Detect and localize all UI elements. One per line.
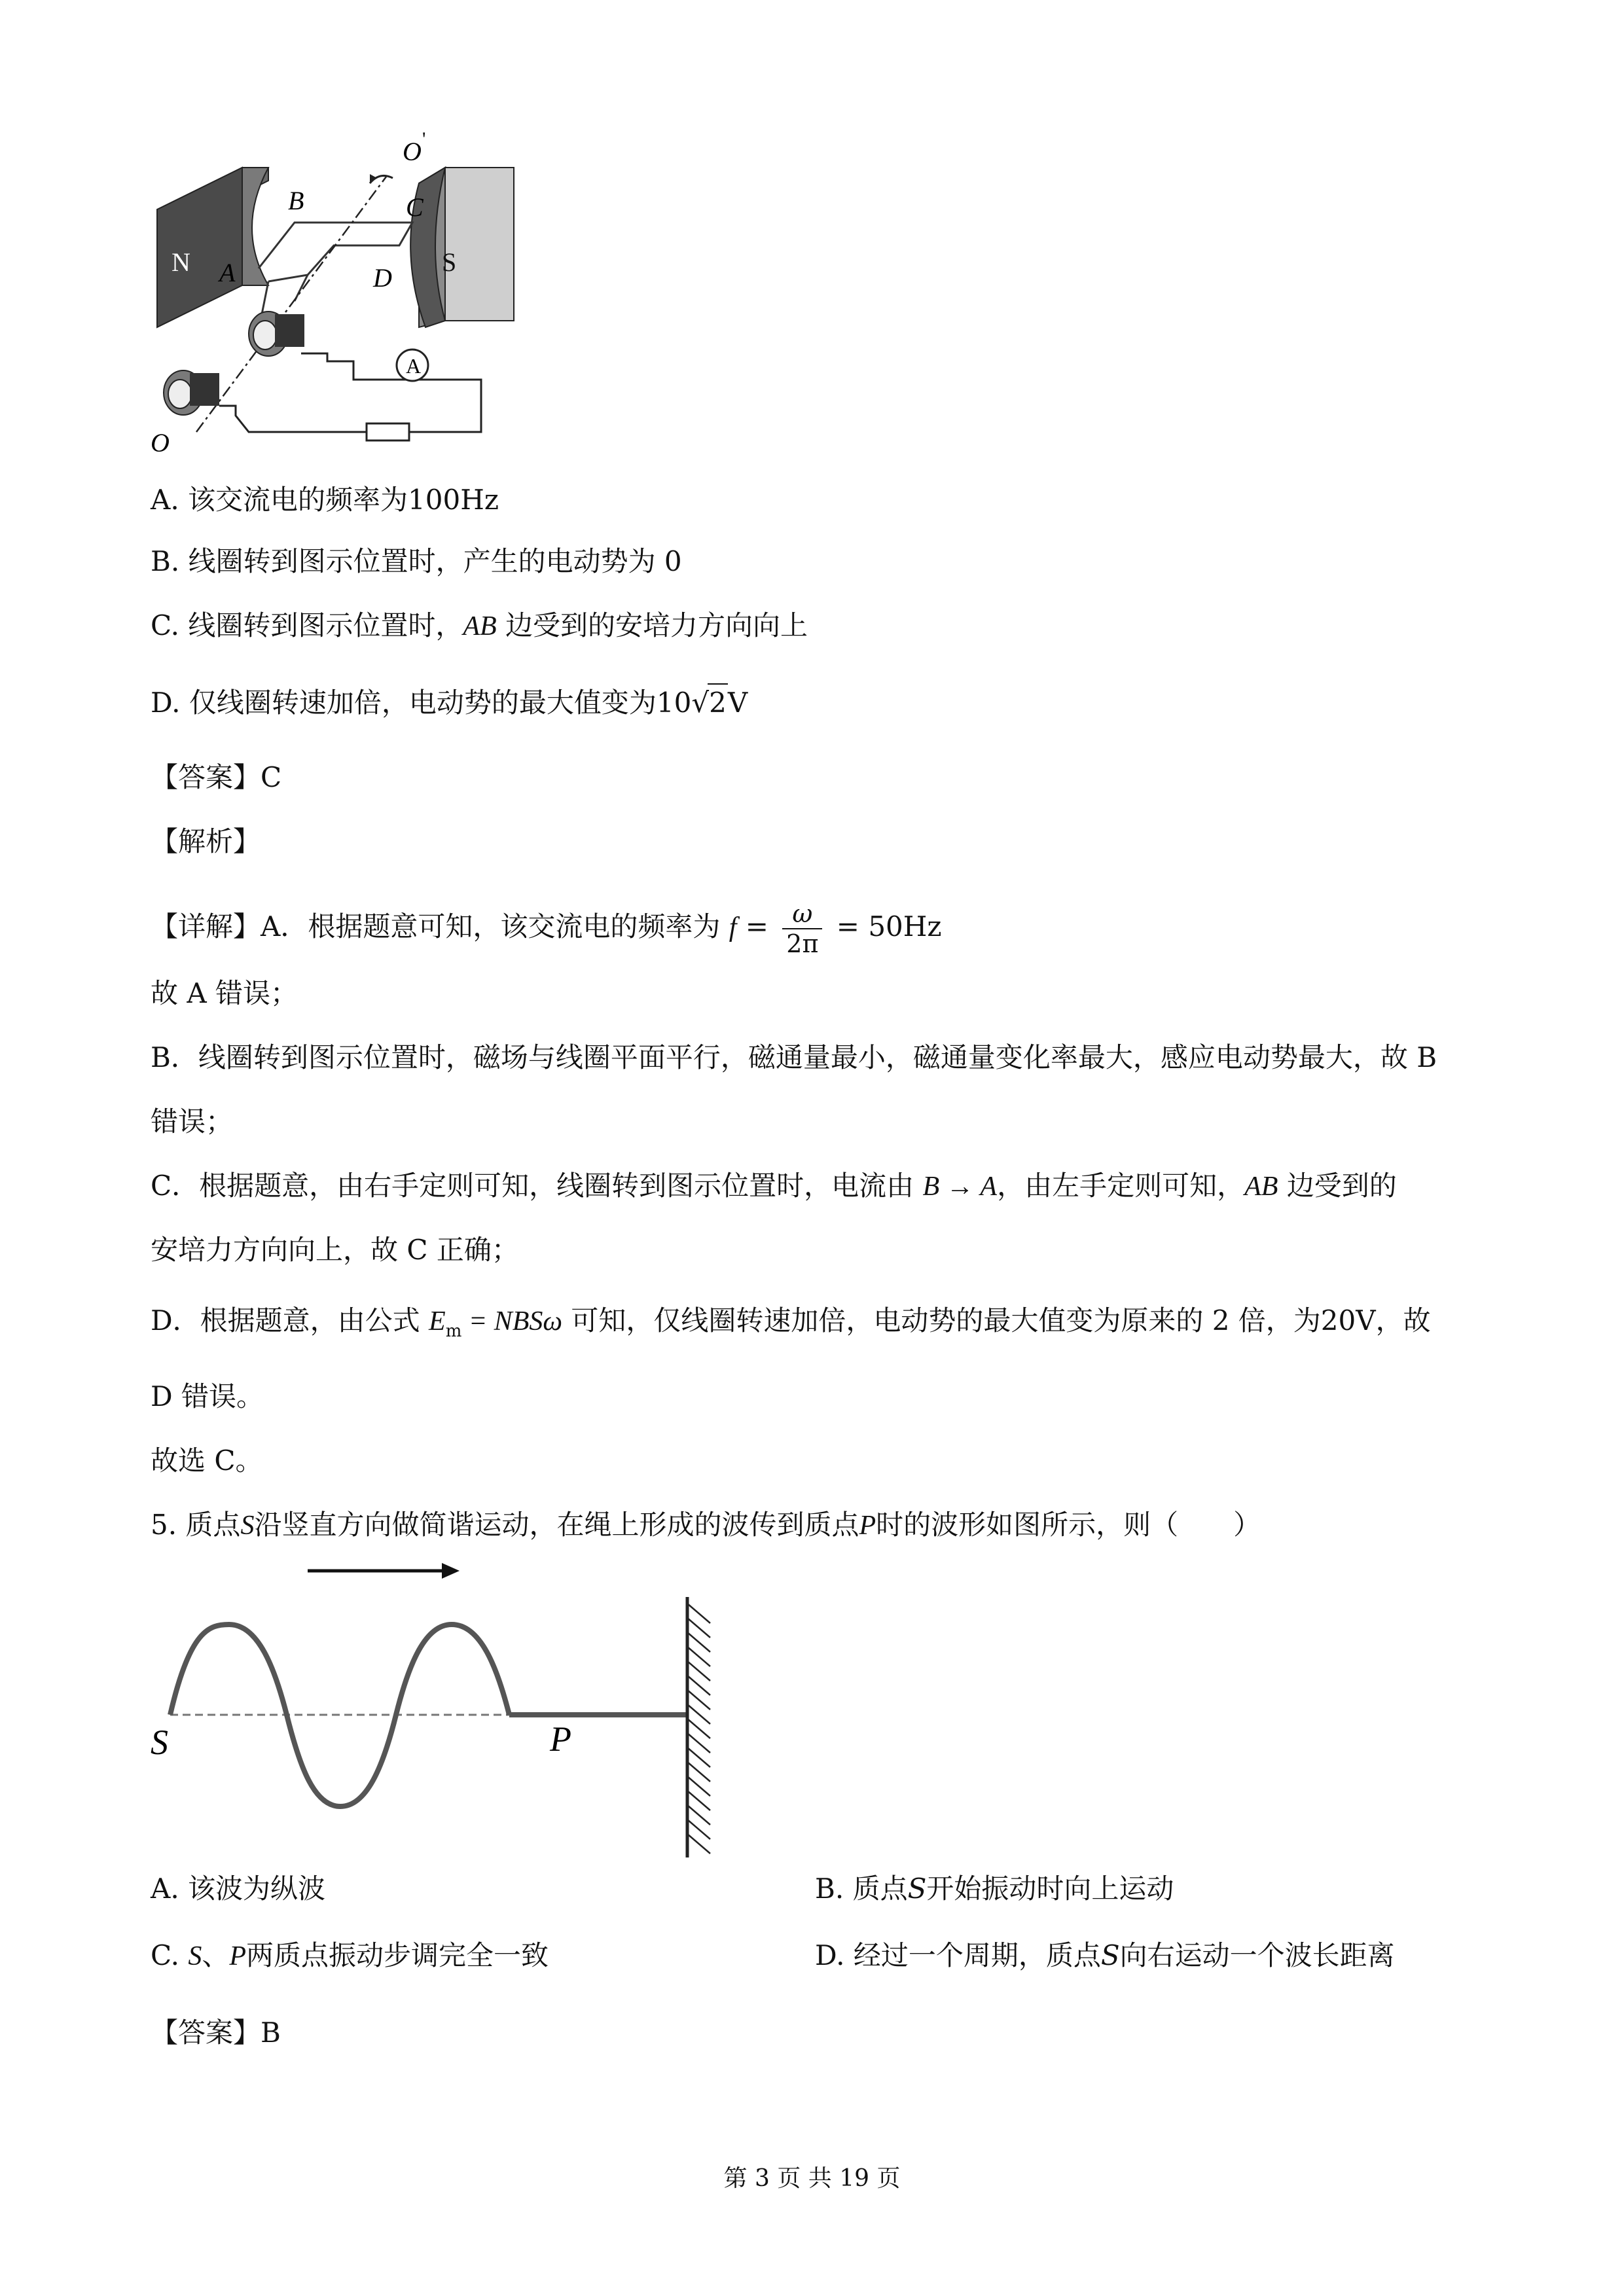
label-c: C [406,192,424,222]
q4-detail-b-line1: B．线圈转到图示位置时，磁场与线圈平面平行，磁通量最小，磁通量变化率最大，感应电动势最大，故 B [151,1041,1437,1073]
frequency-fraction: $\frac{\omega}{2\pi}$ [782,899,822,958]
q4-analysis: 【解析】 [151,825,261,857]
resistor [367,423,409,440]
q5-stem: 5. 质点S沿竖直方向做简谐运动，在绳上形成的波传到质点P时的波形如图所示，则（ ） [151,1509,1261,1541]
label-n: N [171,247,190,277]
wall-hatching [687,1604,710,1854]
s-pole-magnet [410,168,514,327]
q4-detail-d-line2: D 错误。 [151,1380,264,1412]
q5-option-c: C. S、P两质点振动步调完全一致 [151,1939,549,1971]
label-s-pole: S [442,247,457,277]
label-d: D [373,263,392,293]
q4-detail-c-line1: C．根据题意，由右手定则可知，线圈转到图示位置时，电流由 B → A，由左手定则可知，AB 边受到的 [151,1170,1397,1202]
q5-option-b: B. 质点S开始振动时向上运动 [815,1873,1174,1905]
label-a: A [219,258,236,287]
q4-option-b: B. 线圈转到图示位置时，产生的电动势为 0 [151,545,682,577]
q5-option-d: D. 经过一个周期，质点S向右运动一个波长距离 [815,1939,1395,1971]
q5-option-a: A. 该波为纵波 [151,1873,326,1905]
q4-option-a: A. 该交流电的频率为100Hz [151,484,499,516]
q4-option-c: C. 线圈转到图示位置时，AB 边受到的安培力方向向上 [151,609,808,641]
q4-choose: 故选 C。 [151,1444,263,1477]
label-prime: ' [422,131,426,150]
q4-detail-d-line1: D．根据题意，由公式 $E_m = NBS\omega$ 可知，仅线圈转速加倍，电动势的最大值变为原来的 2 倍，为20V，故 [151,1304,1431,1341]
label-s: S [151,1723,168,1762]
label-o-prime: O [403,137,422,166]
q4-detail-b-line2: 错误； [151,1105,234,1138]
q5-answer: 【答案】B [151,2017,281,2049]
q4-answer: 【答案】C [151,761,282,793]
q4-detail-a-conclusion: 故 A 错误； [151,977,298,1009]
generator-figure [144,131,524,458]
external-circuit [219,353,481,432]
label-p: P [550,1719,571,1759]
ammeter-label: A [406,354,422,378]
page-footer: 第 3 页 共 19 页 [723,2165,901,2192]
wave-figure [151,1551,740,1865]
label-b: B [288,186,304,215]
q4-detail-c-line2: 安培力方向向上，故 C 正确； [151,1234,519,1266]
label-o: O [151,428,170,457]
q4-detail-a: 【详解】A．根据题意可知，该交流电的频率为 f = $\frac{\omega}{2\pi}$ = 50Hz [151,899,942,958]
slip-rings [164,312,304,415]
q4-option-d: D. 仅线圈转速加倍，电动势的最大值变为10√2V [151,683,748,721]
